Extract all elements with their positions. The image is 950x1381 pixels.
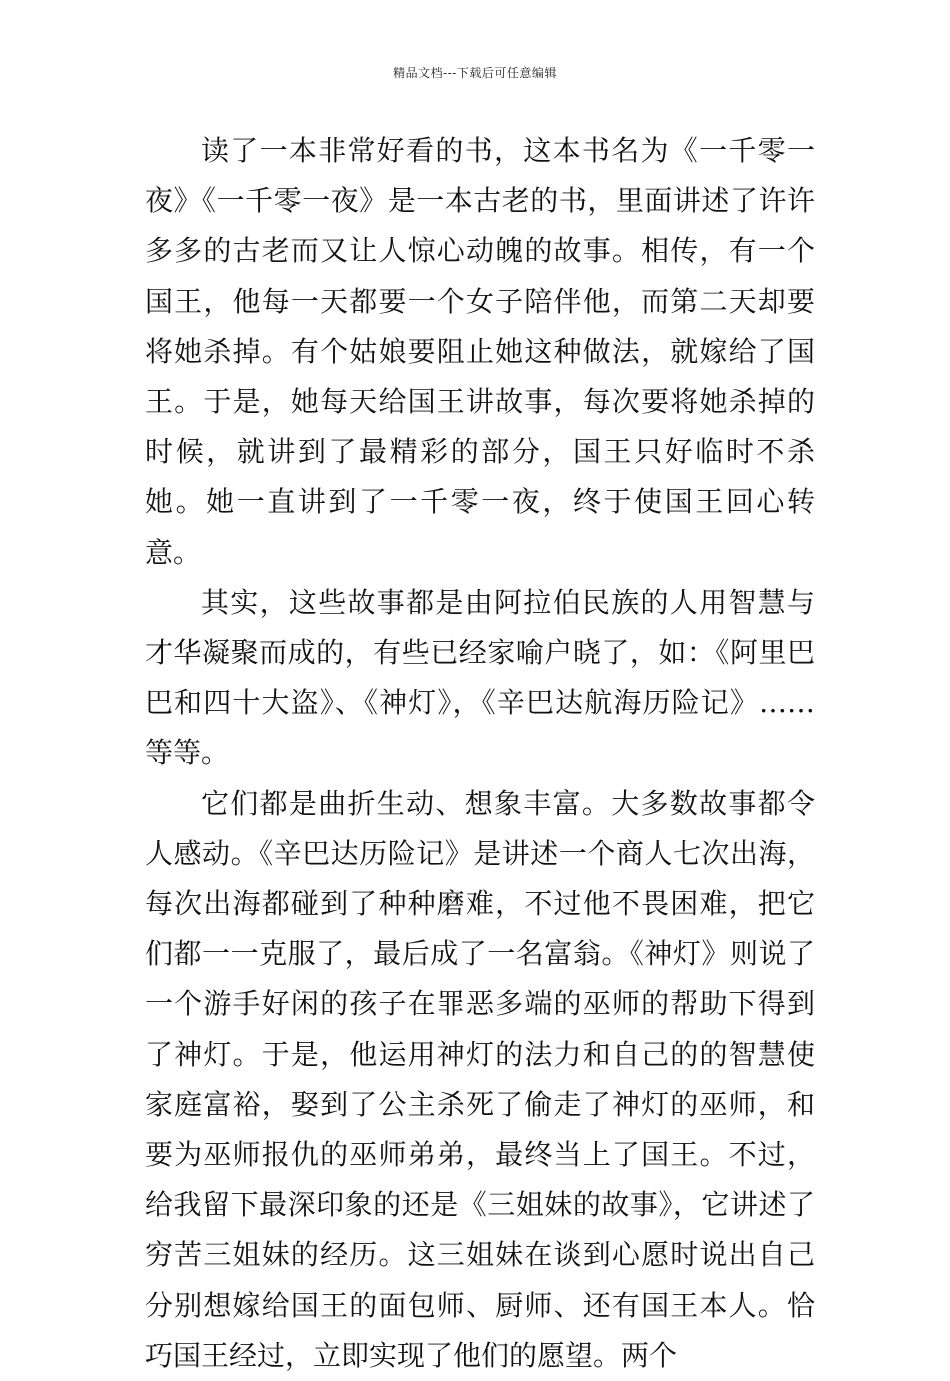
page-header: 精品文档---下载后可任意编辑 — [393, 66, 557, 80]
paragraph-3: 它们都是曲折生动、想象丰富。大多数故事都令人感动。《辛巴达历险记》是讲述一个商人七次出海，每次出海都碰到了种种磨难，不过他不畏困难，把它们都一一克服了，最后成了一名富翁。《神灯》则说了一个游手好闲的孩子在罪恶多端的巫师的帮助下得到了神灯。于是，他运用神灯的法力和自己的的智慧使家庭富裕，娶到了公主杀死了偷走了神灯的巫师，和要为巫师报仇的巫师弟弟，最终当上了国王。不过，给我留下最深印象的还是《三姐妹的故事》，它讲述了穷苦三姐妹的经历。这三姐妹在谈到心愿时说出自己分别想嫁给国王的面包师、厨师、还有国王本人。恰巧国王经过，立即实现了他们的愿望。两个 — [145, 786, 815, 1372]
paragraph-1: 读了一本非常好看的书，这本书名为《一千零一夜》《一千零一夜》是一本古老的书，里面讲述了许许多多的古老而又让人惊心动魄的故事。相传，有一个国王，他每一天都要一个女子陪伴他，而第二天却要将她杀掉。有个姑娘要阻止她这种做法，就嫁给了国王。于是，她每天给国王讲故事，每次要将她杀掉的时候，就讲到了最精彩的部分，国王只好临时不杀她。她一直讲到了一千零一夜，终于使国王回心转意。 — [145, 134, 815, 569]
paragraph-2: 其实，这些故事都是由阿拉伯民族的人用智慧与才华凝聚而成的，有些已经家喻户晓了，如：《阿里巴巴和四十大盗》、《神灯》，《辛巴达航海历险记》……等等。 — [145, 585, 815, 770]
document-body — [145, 126, 815, 1381]
